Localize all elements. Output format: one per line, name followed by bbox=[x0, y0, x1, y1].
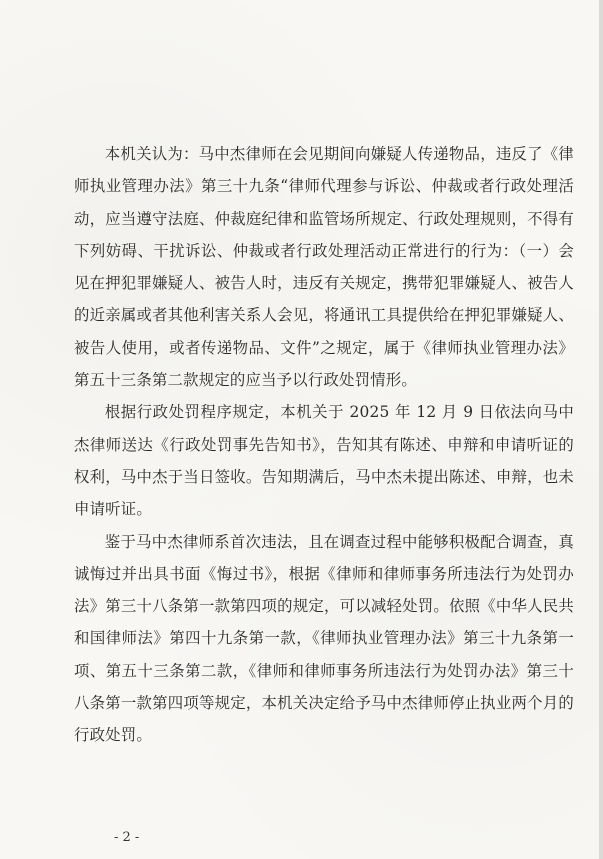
page-edge bbox=[599, 0, 603, 859]
paragraph-procedure: 根据行政处罚程序规定，本机关于 2025 年 12 月 9 日依法向马中杰律师送达《行政处罚事先告知书》，告知其有陈述、申辩和申请听证的权利，马中杰于当日签收。告知期满后，马中杰未提出陈述、申辩，也未申请听证。 bbox=[74, 403, 574, 519]
paragraph-finding: 本机关认为：马中杰律师在会见期间向嫌疑人传递物品，违反了《律师执业管理办法》第三十九条“律师代理参与诉讼、仲裁或者行政处理活动，应当遵守法庭、仲裁庭纪律和监管场所规定、行政处理规则，不得有下列妨碍、干扰诉讼、仲裁或者行政处理活动正常进行的行为：（一）会见在押犯罪嫌疑人、被告人时，违反有关规定，携带犯罪嫌疑人、被告人的近亲属或者其他利害关系人会见，将通讯工具提供给在押犯罪嫌疑人、被告人使用，或者传递物品、文件”之规定，属于《律师执业管理办法》第五十三条第二款规定的应当予以行政处罚情形。 bbox=[74, 145, 574, 390]
document-body bbox=[74, 138, 574, 752]
paragraph-decision: 鉴于马中杰律师系首次违法，且在调查过程中能够积极配合调查，真诚悔过并出具书面《悔过书》，根据《律师和律师事务所违法行为处罚办法》第三十八条第一款第四项的规定，可以减轻处罚。依照《中华人民共和国律师法》第四十九条第一款，《律师执业管理办法》第三十九条第一项、第五十三条第二款，《律师和律师事务所违法行为处罚办法》第三十八条第一款第四项等规定，本机关决定给予马中杰律师停止执业两个月的行政处罚。 bbox=[74, 532, 574, 745]
page-number: - 2 - bbox=[114, 830, 140, 845]
